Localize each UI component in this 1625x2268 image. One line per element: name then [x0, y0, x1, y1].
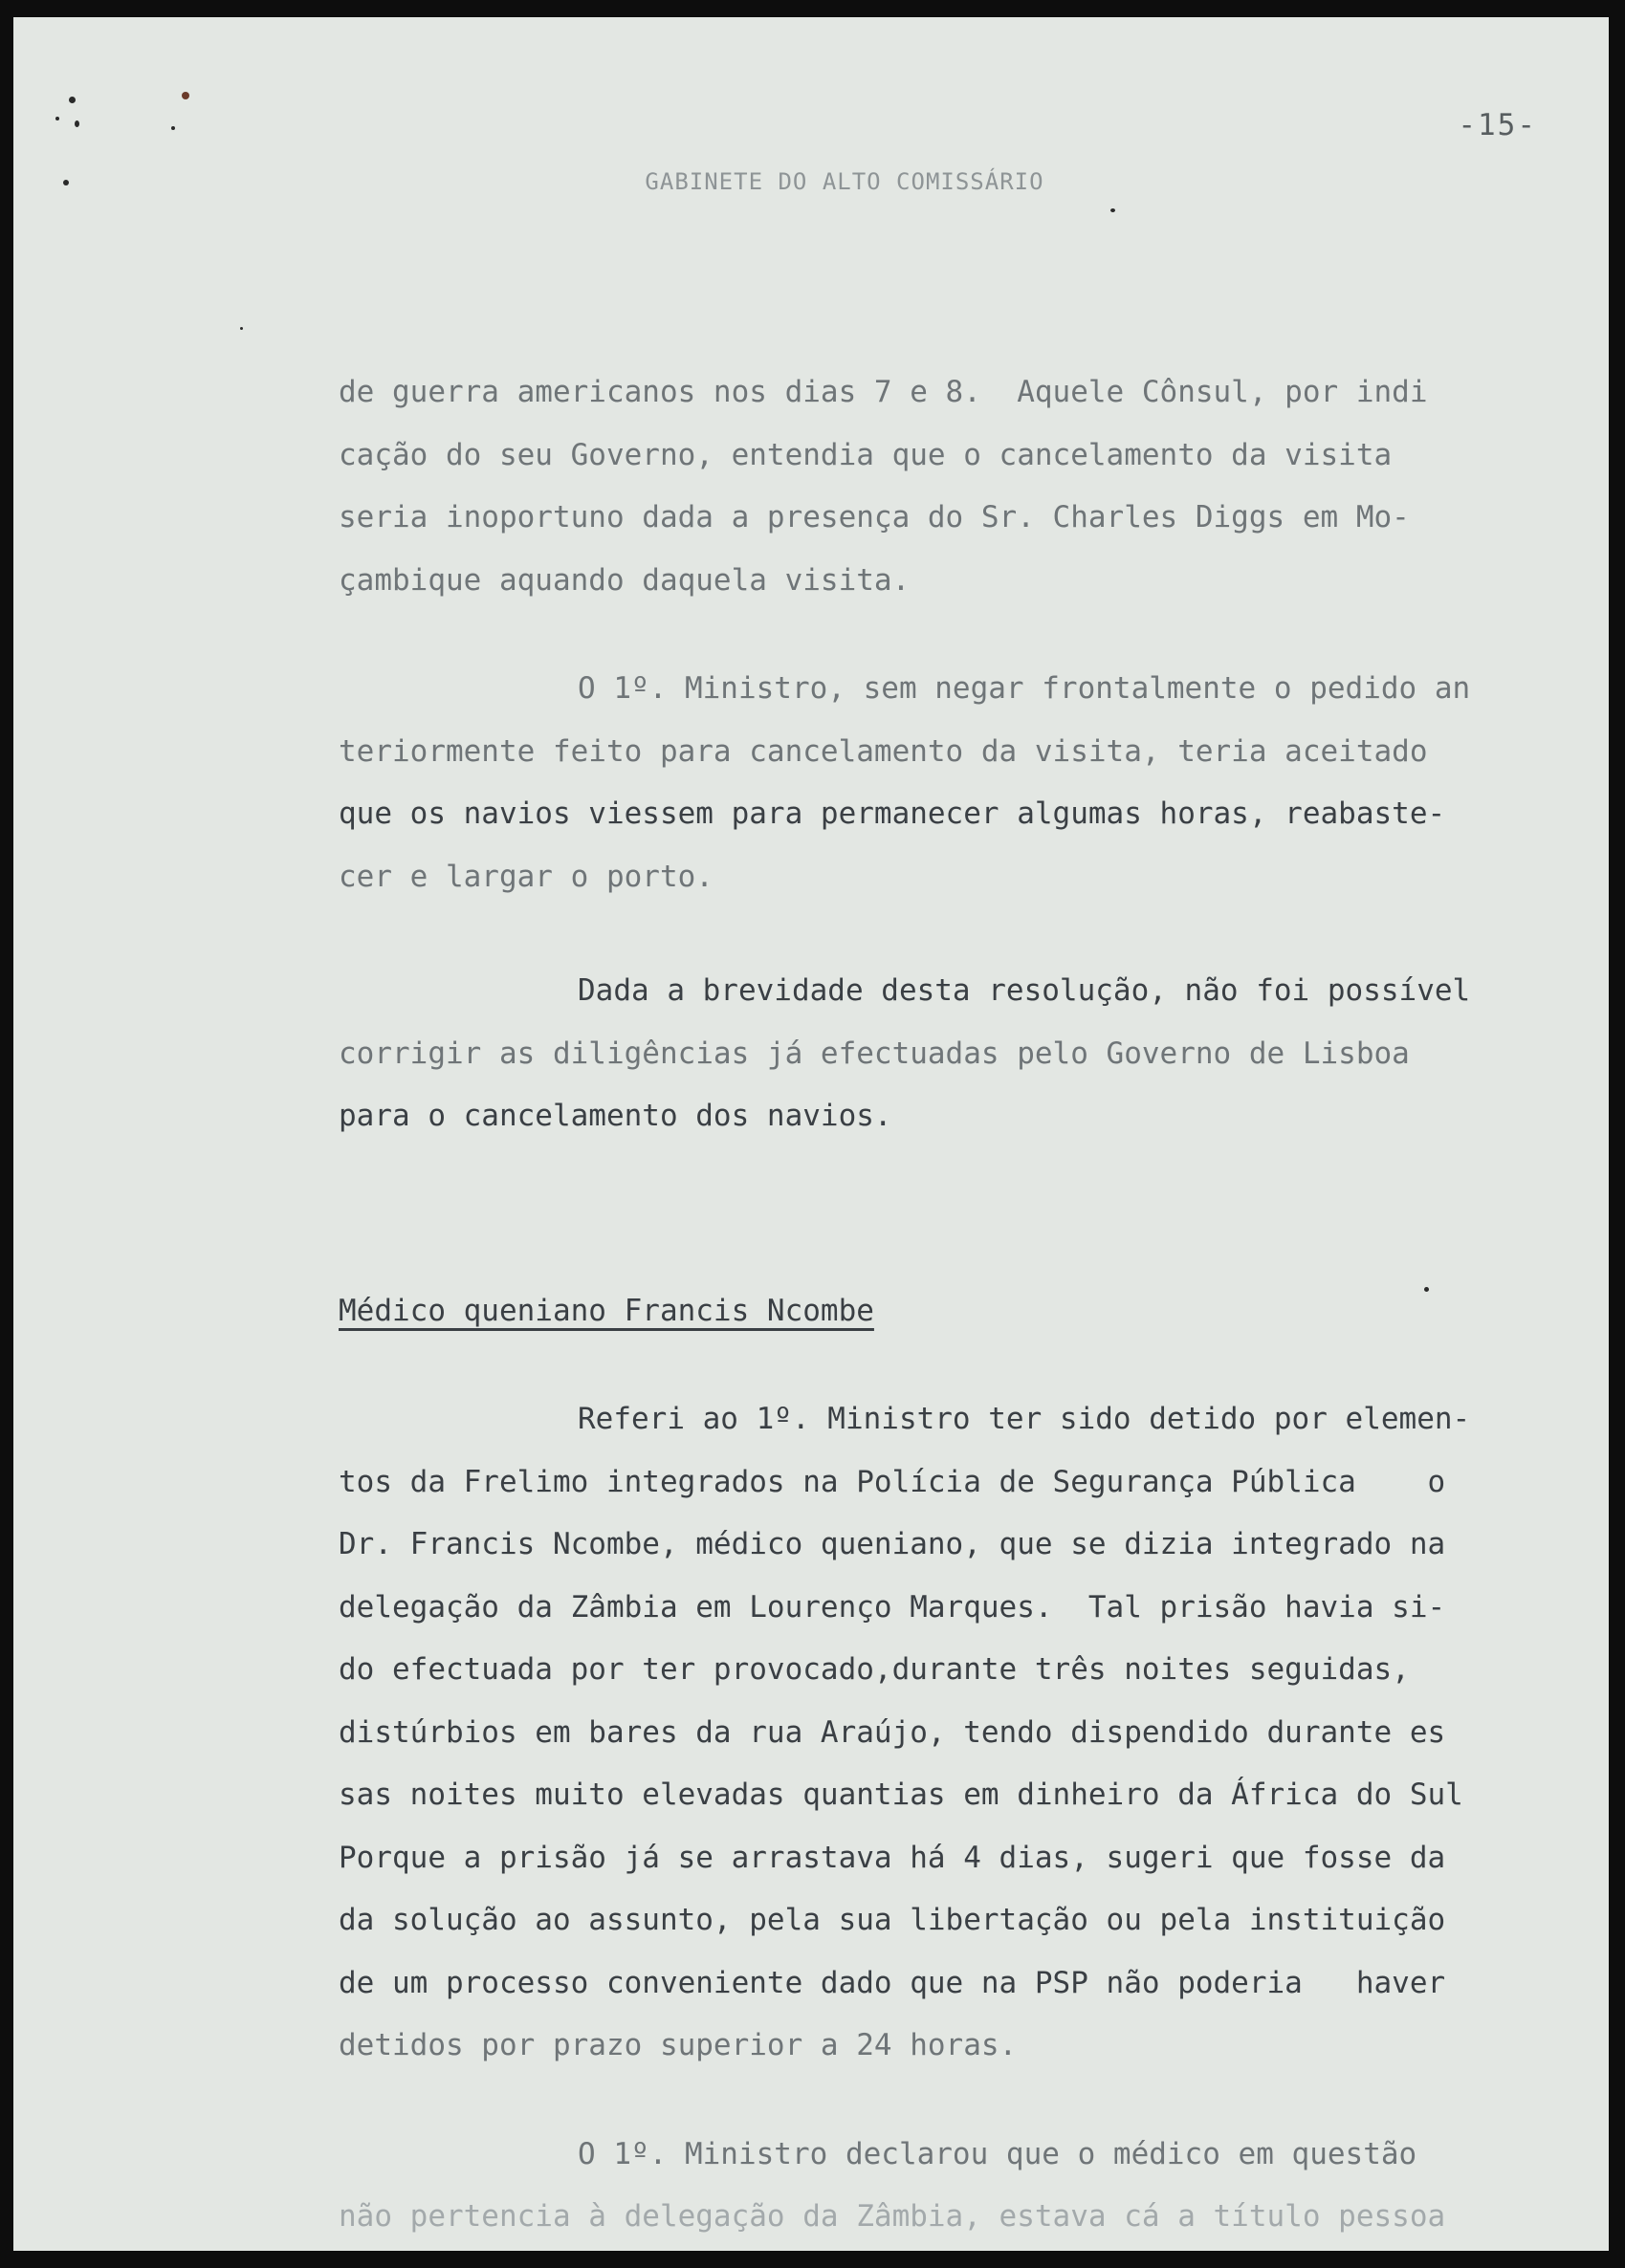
text-line: Porque a prisão já se arrastava há 4 dias, sugeri que fosse da: [339, 1840, 1446, 1875]
text-line: corrigir as diligências já efectuadas pelo Governo de Lisboa: [339, 1036, 1410, 1071]
section-heading-text: Médico queniano Francis Ncombe: [339, 1293, 874, 1328]
text-line: para o cancelamento dos navios.: [339, 1099, 892, 1133]
ink-speck: [1110, 208, 1115, 212]
text-line: de guerra americanos nos dias 7 e 8. Aquele Cônsul, por indi: [339, 375, 1428, 409]
text-line: seria inoportuno dada a presença do Sr. Charles Diggs em Mo-: [339, 500, 1410, 534]
ink-speck: [171, 126, 175, 130]
text-line: detidos por prazo superior a 24 horas.: [339, 2028, 1018, 2062]
text-line: cação do seu Governo, entendia que o cancelamento da visita: [339, 437, 1393, 472]
text-line: Referi ao 1º. Ministro ter sido detido por elemen-: [578, 1402, 1471, 1436]
document-page: [13, 17, 1609, 2251]
page-number: -15-: [1458, 108, 1537, 142]
paragraph: [339, 1388, 1572, 2078]
text-line: delegação da Zâmbia em Lourenço Marques. Tal prisão havia si-: [339, 1589, 1446, 1625]
text-line: teriormente feito para cancelamento da visita, teria aceitado: [339, 733, 1428, 769]
ink-speck: [75, 120, 79, 127]
ink-speck: [182, 92, 189, 99]
ink-speck: [69, 97, 76, 103]
letterhead: GABINETE DO ALTO COMISSÁRIO: [645, 168, 1044, 195]
text-line: da solução ao assunto, pela sua libertação ou pela instituição: [339, 1903, 1446, 1937]
text-line: não pertencia à delegação da Zâmbia, estava cá a título pessoa: [339, 2199, 1446, 2234]
paragraph: [339, 960, 1572, 1148]
ink-speck: [55, 117, 59, 120]
text-line: cer e largar o porto.: [339, 859, 714, 894]
paragraph: [339, 361, 1572, 612]
text-line: sas noites muito elevadas quantias em dinheiro da África do Sul: [339, 1777, 1463, 1812]
text-line: çambique aquando daquela visita.: [339, 562, 911, 598]
text-line: tos da Frelimo integrados na Polícia de Segurança Pública o: [339, 1464, 1446, 1499]
text-line: Dada a brevidade desta resolução, não foi possível: [578, 973, 1471, 1008]
text-line: distúrbios em bares da rua Araújo, tendo dispendido durante es: [339, 1714, 1446, 1750]
document-body: [339, 361, 1572, 2249]
text-line: O 1º. Ministro, sem negar frontalmente o pedido an: [578, 671, 1471, 706]
text-line: do efectuada por ter provocado,durante três noites seguidas,: [339, 1652, 1410, 1687]
paragraph: [339, 2124, 1572, 2249]
text-line: que os navios viessem para permanecer algumas horas, reabaste-: [339, 796, 1446, 831]
text-line: de um processo conveniente dado que na PSP não poderia haver: [339, 1965, 1446, 2000]
section-heading: [339, 1280, 1572, 1343]
ink-speck: [240, 327, 243, 330]
text-line: Dr. Francis Ncombe, médico queniano, que se dizia integrado na: [339, 1527, 1446, 1561]
paragraph: [339, 658, 1572, 908]
text-line: O 1º. Ministro declarou que o médico em questão: [578, 2136, 1417, 2171]
